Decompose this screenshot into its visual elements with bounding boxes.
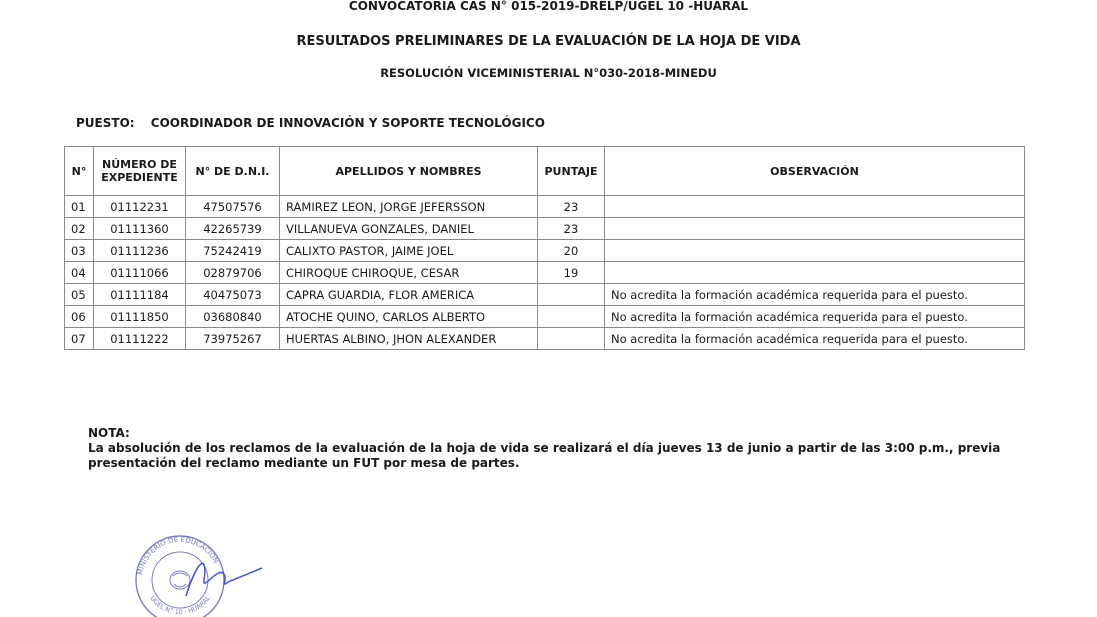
row-number: 03 xyxy=(65,240,94,262)
table-row xyxy=(65,240,1025,262)
row-dni: 73975267 xyxy=(186,328,280,350)
row-expediente: 01111360 xyxy=(94,218,186,240)
row-score xyxy=(538,328,605,350)
row-observation xyxy=(605,218,1025,240)
header-names: APELLIDOS Y NOMBRES xyxy=(280,147,538,196)
convocatoria-title: CONVOCATORIA CAS N° 015-2019-DRELP/UGEL 10 -HUARAL xyxy=(348,0,749,13)
row-observation xyxy=(605,240,1025,262)
row-expediente: 01112231 xyxy=(94,196,186,218)
row-score: 19 xyxy=(538,262,605,284)
table-row xyxy=(65,284,1025,306)
row-dni: 02879706 xyxy=(186,262,280,284)
row-dni: 42265739 xyxy=(186,218,280,240)
row-score: 23 xyxy=(538,196,605,218)
row-observation xyxy=(605,196,1025,218)
row-score xyxy=(538,306,605,328)
stamp-bottom-text: UGEL N° 10 - HUARAL xyxy=(148,594,212,617)
header-dni: N° DE D.N.I. xyxy=(186,147,280,196)
position-value: COORDINADOR DE INNOVACIÓN Y SOPORTE TECNOLÓGICO xyxy=(150,116,545,130)
row-name: VILLANUEVA GONZALES, DANIEL xyxy=(280,218,538,240)
row-number: 07 xyxy=(65,328,94,350)
table-row xyxy=(65,262,1025,284)
stamp-inner-ring xyxy=(152,552,208,608)
row-number: 01 xyxy=(65,196,94,218)
table-row xyxy=(65,196,1025,218)
row-score: 20 xyxy=(538,240,605,262)
results-table xyxy=(64,146,1025,350)
row-number: 02 xyxy=(65,218,94,240)
row-expediente: 01111066 xyxy=(94,262,186,284)
stamp-emblem-icon xyxy=(170,571,190,589)
table-row xyxy=(65,306,1025,328)
row-name: CAPRA GUARDIA, FLOR AMERICA xyxy=(280,284,538,306)
row-score xyxy=(538,284,605,306)
row-observation: No acredita la formación académica requerida para el puesto. xyxy=(605,306,1025,328)
row-number: 04 xyxy=(65,262,94,284)
row-expediente: 01111850 xyxy=(94,306,186,328)
header-score: PUNTAJE xyxy=(538,147,605,196)
position-line xyxy=(76,116,545,130)
row-name: HUERTAS ALBINO, JHON ALEXANDER xyxy=(280,328,538,350)
stamp-outer-ring xyxy=(136,536,224,617)
header-expediente xyxy=(94,147,186,196)
header-observation: OBSERVACIÓN xyxy=(605,147,1025,196)
row-name: RAMIREZ LEON, JORGE JEFERSSON xyxy=(280,196,538,218)
note-title: NOTA: xyxy=(88,426,130,440)
row-expediente: 01111236 xyxy=(94,240,186,262)
row-name: ATOCHE QUINO, CARLOS ALBERTO xyxy=(280,306,538,328)
stamp-top-text: MINISTERIO DE EDUCACIÓN xyxy=(136,535,220,576)
row-expediente: 01111222 xyxy=(94,328,186,350)
header-expediente-line2: EXPEDIENTE xyxy=(101,171,178,184)
row-observation: No acredita la formación académica requerida para el puesto. xyxy=(605,328,1025,350)
table-row xyxy=(65,328,1025,350)
row-observation: No acredita la formación académica requerida para el puesto. xyxy=(605,284,1025,306)
resolution-title: RESOLUCIÓN VICEMINISTERIAL N°030-2018-MINEDU xyxy=(380,66,717,80)
position-label: PUESTO: xyxy=(76,116,135,130)
row-score: 23 xyxy=(538,218,605,240)
header-expediente-line1: NÚMERO DE xyxy=(102,158,177,171)
row-dni: 03680840 xyxy=(186,306,280,328)
row-number: 05 xyxy=(65,284,94,306)
official-stamp xyxy=(128,518,268,617)
row-dni: 75242419 xyxy=(186,240,280,262)
table-header-row xyxy=(65,147,1025,196)
row-name: CHIROQUE CHIROQUE, CESAR xyxy=(280,262,538,284)
note-text: La absolución de los reclamos de la evaluación de la hoja de vida se realizará el día jueves 13 de junio a partir de las 3:00 p.m., previa presentación del reclamo mediante un FUT por mesa de partes. xyxy=(88,441,1001,470)
note-block xyxy=(88,426,1048,471)
table-row xyxy=(65,218,1025,240)
row-observation xyxy=(605,262,1025,284)
results-title: RESULTADOS PRELIMINARES DE LA EVALUACIÓN DE LA HOJA DE VIDA xyxy=(296,34,801,49)
header-number: N° xyxy=(65,147,94,196)
row-name: CALIXTO PASTOR, JAIME JOEL xyxy=(280,240,538,262)
row-number: 06 xyxy=(65,306,94,328)
row-dni: 47507576 xyxy=(186,196,280,218)
row-expediente: 01111184 xyxy=(94,284,186,306)
row-dni: 40475073 xyxy=(186,284,280,306)
